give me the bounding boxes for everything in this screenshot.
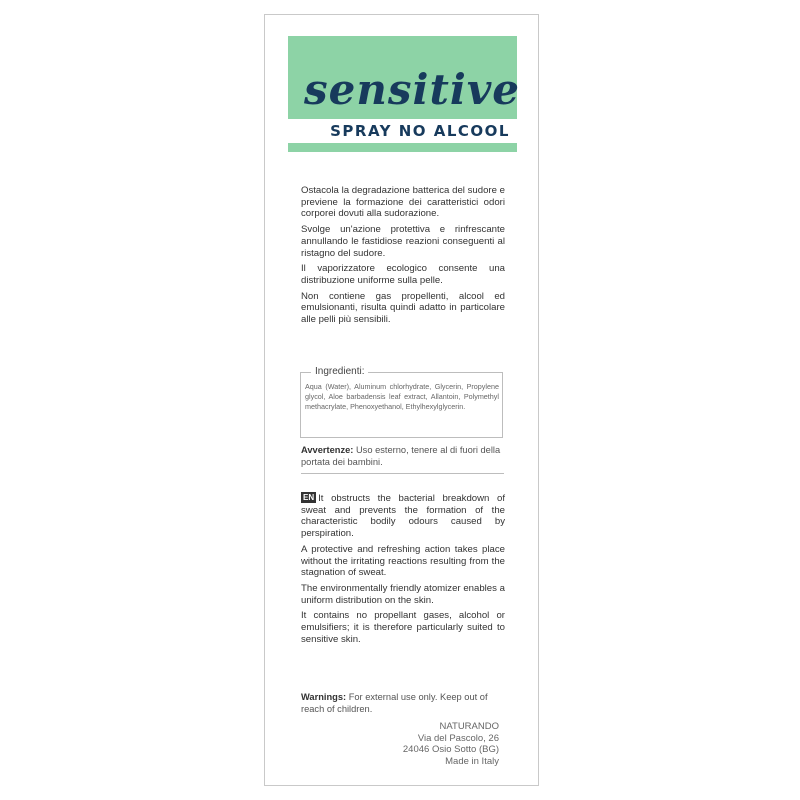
warning-label-it: Avvertenze:	[301, 445, 354, 455]
italian-description	[301, 185, 505, 330]
warning-text-it: Uso esterno, tenere al di fuori della portata dei bambini.	[301, 445, 501, 467]
en-paragraph: The environmentally friendly atomizer enables a uniform distribution on the skin.	[301, 582, 505, 606]
ingredients-list: Aqua (Water), Aluminum chlorhydrate, Glycerin, Propylene glycol, Aloe barbadensis leaf extract, Allantoin, Polymethyl methacrylate, Phenoxyethanol, Ethylhexylglycerin.	[305, 382, 499, 412]
en-paragraph: A protective and refreshing action takes place without the irritating reactions resulting from the stagnation of sweat.	[301, 543, 505, 579]
en-paragraph: It contains no propellant gases, alcohol or emulsifiers; it is therefore particularly suited to sensitive skin.	[301, 610, 505, 645]
product-subtitle: SPRAY NO ALCOOL	[330, 122, 510, 140]
warning-label-en: Warnings:	[301, 692, 347, 702]
section-divider	[301, 473, 504, 474]
it-paragraph: Il vaporizzatore ecologico consente una distribuzione uniforme sulla pelle.	[301, 263, 505, 286]
street-address: Via del Pascolo, 26	[417, 732, 499, 744]
ingredients-box	[300, 366, 503, 438]
country-of-origin: Made in Italy	[445, 755, 499, 767]
manufacturer-address	[301, 721, 499, 767]
english-language-badge: EN	[303, 493, 315, 502]
brand-banner	[288, 36, 520, 152]
product-label	[264, 14, 539, 786]
it-paragraph: Svolge un'azione protettiva e rinfrescante annullando le fastidiose reazioni conseguenti al ristagno del sudore.	[301, 224, 505, 259]
english-description	[301, 492, 505, 649]
italian-warning	[301, 445, 505, 468]
brand-name: sensitive	[304, 65, 520, 114]
it-paragraph: Non contiene gas propellenti, alcool ed emulsionanti, risulta quindi adatto in particolare alle pelli più sensibili.	[301, 290, 505, 326]
it-paragraph: Ostacola la degradazione batterica del sudore e previene la formazione dei caratteristici odori corporei dovuti alla sudorazione.	[301, 185, 505, 220]
warning-text-en: For external use only. Keep out of reach of children.	[301, 692, 488, 714]
english-warning	[301, 692, 505, 715]
subtitle-strip	[288, 119, 517, 143]
en-paragraph	[301, 492, 505, 540]
company-name: NATURANDO	[439, 721, 499, 732]
city-address: 24046 Osio Sotto (BG)	[402, 744, 499, 756]
en-paragraph-text: It obstructs the bacterial breakdown of sweat and prevents the formation of the characteristic bodily odours caused by perspiration.	[301, 493, 505, 540]
ingredients-title: Ingredienti:	[311, 366, 368, 378]
